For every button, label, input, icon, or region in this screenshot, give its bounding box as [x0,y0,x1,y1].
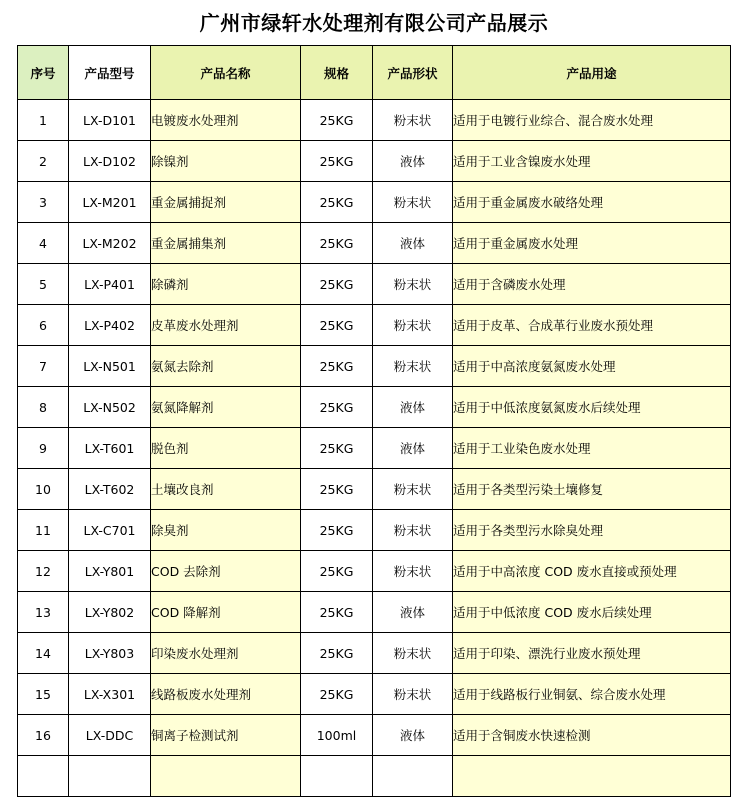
header-spec: 规格 [301,46,373,100]
table-row [18,100,731,141]
cell-form: 粉末状 [373,510,453,551]
cell-model: LX-D102 [69,141,151,182]
cell-model: LX-M202 [69,223,151,264]
cell-id: 2 [18,141,69,182]
cell-name: 除镍剂 [151,141,301,182]
cell-name: 印染废水处理剂 [151,633,301,674]
table-row [18,346,731,387]
cell-spec: 25KG [301,674,373,715]
cell-id: 9 [18,428,69,469]
cell-spec: 25KG [301,633,373,674]
cell-form: 液体 [373,592,453,633]
cell-model: LX-Y801 [69,551,151,592]
cell-model: LX-N502 [69,387,151,428]
cell-id [18,756,69,797]
cell-spec: 25KG [301,592,373,633]
cell-form: 液体 [373,428,453,469]
cell-name: 铜离子检测试剂 [151,715,301,756]
table-row [18,715,731,756]
cell-use: 适用于重金属废水破络处理 [453,182,731,223]
cell-spec: 25KG [301,510,373,551]
cell-use: 适用于中高浓度 COD 废水直接或预处理 [453,551,731,592]
cell-use: 适用于中低浓度氨氮废水后续处理 [453,387,731,428]
cell-form: 粉末状 [373,469,453,510]
header-form: 产品形状 [373,46,453,100]
header-model: 产品型号 [69,46,151,100]
cell-spec: 25KG [301,469,373,510]
cell-model: LX-D101 [69,100,151,141]
cell-name: 皮革废水处理剂 [151,305,301,346]
header-name: 产品名称 [151,46,301,100]
header-id: 序号 [18,46,69,100]
cell-name: 脱色剂 [151,428,301,469]
cell-model: LX-N501 [69,346,151,387]
cell-id: 8 [18,387,69,428]
cell-spec: 25KG [301,182,373,223]
cell-form: 液体 [373,715,453,756]
cell-name: 氨氮降解剂 [151,387,301,428]
cell-name: 除臭剂 [151,510,301,551]
cell-form: 粉末状 [373,346,453,387]
cell-model: LX-T602 [69,469,151,510]
cell-name: 重金属捕集剂 [151,223,301,264]
table-row [18,469,731,510]
cell-spec: 25KG [301,223,373,264]
cell-spec: 25KG [301,264,373,305]
cell-form: 液体 [373,141,453,182]
cell-name [151,756,301,797]
cell-id: 12 [18,551,69,592]
cell-model: LX-P401 [69,264,151,305]
cell-form: 粉末状 [373,551,453,592]
cell-use: 适用于线路板行业铜氨、综合废水处理 [453,674,731,715]
product-table [17,45,731,797]
cell-form: 粉末状 [373,182,453,223]
cell-name: 除磷剂 [151,264,301,305]
cell-id: 13 [18,592,69,633]
header-use: 产品用途 [453,46,731,100]
cell-spec: 100ml [301,715,373,756]
cell-name: 电镀废水处理剂 [151,100,301,141]
cell-model: LX-DDC [69,715,151,756]
cell-model: LX-P402 [69,305,151,346]
cell-use: 适用于重金属废水处理 [453,223,731,264]
table-row [18,551,731,592]
cell-use: 适用于中高浓度氨氮废水处理 [453,346,731,387]
table-row [18,141,731,182]
page-title: 广州市绿轩水处理剂有限公司产品展示 [199,11,549,35]
cell-form: 液体 [373,223,453,264]
cell-id: 3 [18,182,69,223]
cell-form [373,756,453,797]
cell-id: 10 [18,469,69,510]
cell-form: 液体 [373,387,453,428]
cell-name: 土壤改良剂 [151,469,301,510]
cell-model: LX-T601 [69,428,151,469]
cell-name: COD 降解剂 [151,592,301,633]
table-row [18,264,731,305]
cell-form: 粉末状 [373,100,453,141]
cell-name: COD 去除剂 [151,551,301,592]
cell-id: 14 [18,633,69,674]
cell-spec: 25KG [301,305,373,346]
cell-id: 5 [18,264,69,305]
cell-model: LX-Y803 [69,633,151,674]
cell-id: 16 [18,715,69,756]
cell-use: 适用于印染、漂洗行业废水预处理 [453,633,731,674]
cell-use: 适用于工业含镍废水处理 [453,141,731,182]
table-row [18,387,731,428]
cell-use: 适用于含铜废水快速检测 [453,715,731,756]
cell-form: 粉末状 [373,674,453,715]
cell-name: 线路板废水处理剂 [151,674,301,715]
cell-spec: 25KG [301,141,373,182]
table-row [18,510,731,551]
table-row [18,674,731,715]
cell-form: 粉末状 [373,633,453,674]
cell-spec: 25KG [301,428,373,469]
cell-use [453,756,731,797]
cell-use: 适用于各类型污水除臭处理 [453,510,731,551]
cell-id: 4 [18,223,69,264]
cell-id: 6 [18,305,69,346]
cell-model: LX-Y802 [69,592,151,633]
cell-form: 粉末状 [373,305,453,346]
cell-name: 重金属捕捉剂 [151,182,301,223]
cell-model: LX-X301 [69,674,151,715]
cell-use: 适用于中低浓度 COD 废水后续处理 [453,592,731,633]
cell-spec: 25KG [301,387,373,428]
cell-form: 粉末状 [373,264,453,305]
table-row [18,182,731,223]
cell-use: 适用于电镀行业综合、混合废水处理 [453,100,731,141]
cell-model: LX-C701 [69,510,151,551]
cell-name: 氨氮去除剂 [151,346,301,387]
table-row [18,223,731,264]
cell-spec [301,756,373,797]
cell-id: 1 [18,100,69,141]
cell-model [69,756,151,797]
cell-id: 7 [18,346,69,387]
table-row [18,305,731,346]
table-row [18,592,731,633]
table-row [18,428,731,469]
table-row [18,633,731,674]
cell-spec: 25KG [301,100,373,141]
table-header-row [18,46,731,100]
cell-use: 适用于工业染色废水处理 [453,428,731,469]
cell-spec: 25KG [301,346,373,387]
cell-id: 15 [18,674,69,715]
cell-use: 适用于皮革、合成革行业废水预处理 [453,305,731,346]
table-row [18,756,731,797]
cell-model: LX-M201 [69,182,151,223]
cell-id: 11 [18,510,69,551]
cell-spec: 25KG [301,551,373,592]
cell-use: 适用于含磷废水处理 [453,264,731,305]
cell-use: 适用于各类型污染土壤修复 [453,469,731,510]
